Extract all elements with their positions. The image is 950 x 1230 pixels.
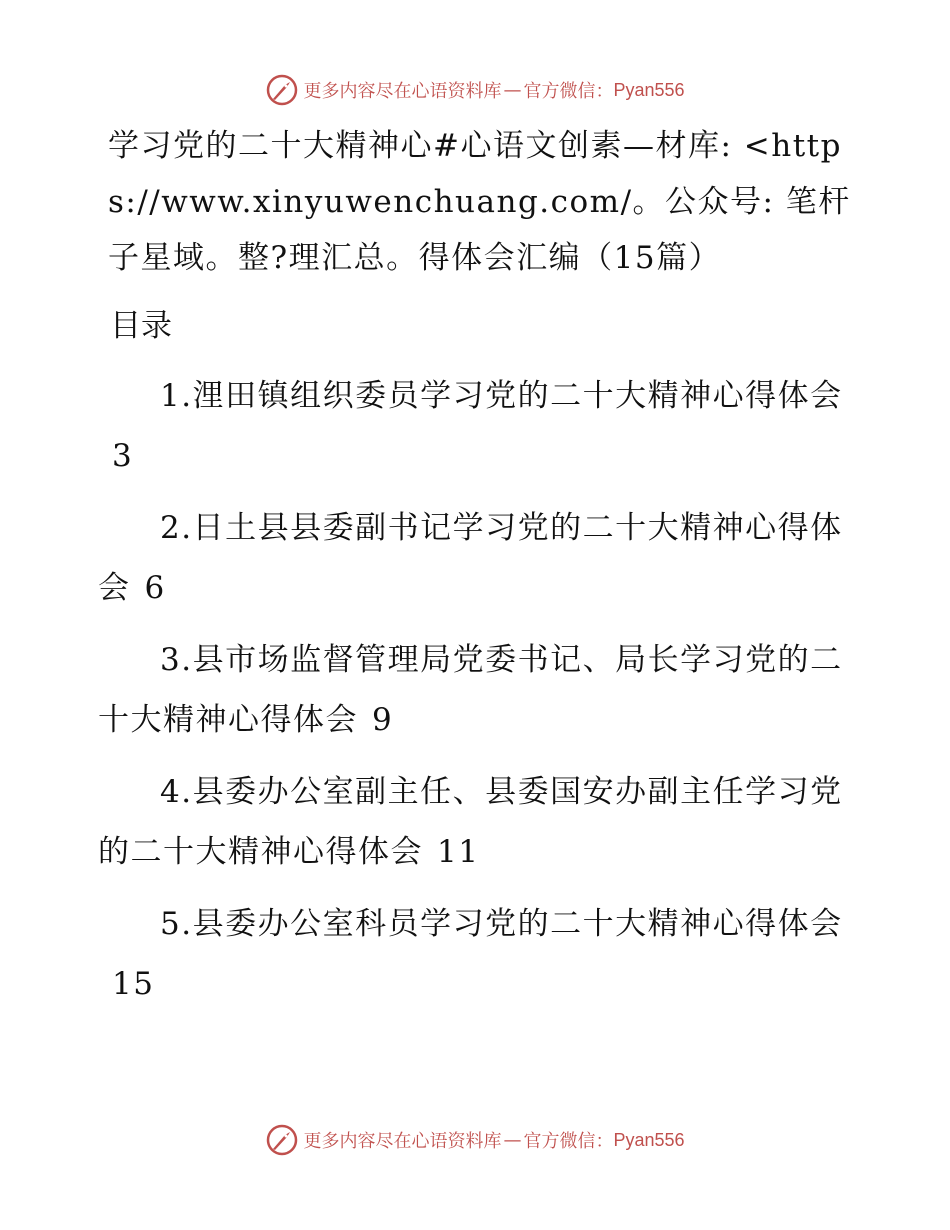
toc-item-page: 6: [144, 570, 166, 606]
toc-item[interactable]: [98, 894, 858, 1014]
watermark-official: 官方微信：: [523, 81, 614, 102]
toc-item[interactable]: [98, 630, 858, 750]
toc-item-label: 4.县委办公室副主任、县委国安办副主任学习党的二十大精神心得体会: [98, 774, 843, 870]
toc-item-page: 15: [112, 966, 155, 1002]
toc-item-page: 11: [437, 834, 480, 870]
toc-item-label: 3.县市场监督管理局党委书记、局长学习党的二十大精神心得体会: [98, 642, 843, 738]
document-title: 学习党的二十大精神心#心语文创素—材库: <https://www.xinyuwenchuang.com/。公众号: 笔杆子星域。整?理汇总。得体会汇编（15篇）: [108, 128, 851, 276]
watermark-wechat-id: Pyan556: [613, 1129, 685, 1150]
toc-item-label: 1.浬田镇组织委员学习党的二十大精神心得体会: [160, 378, 843, 414]
pen-nib-logo-icon: [265, 73, 299, 107]
pen-nib-logo-icon: [265, 1123, 299, 1157]
footer-watermark: [0, 1120, 950, 1160]
watermark-text: 更多内容尽在心语资料库: [303, 81, 502, 102]
toc-item[interactable]: [98, 762, 858, 882]
document-body: [98, 118, 858, 1026]
toc-list: [98, 366, 858, 1014]
toc-item[interactable]: [98, 498, 858, 618]
watermark-text: 更多内容尽在心语资料库: [303, 1131, 502, 1152]
watermark-separator: —: [503, 1129, 522, 1151]
toc-item-label: 2.日土县县委副书记学习党的二十大精神心得体会: [98, 510, 843, 606]
toc-item-label: 5.县委办公室科员学习党的二十大精神心得体会: [160, 906, 843, 942]
toc-heading: 目录: [110, 308, 172, 344]
toc-item-page: 3: [112, 438, 134, 474]
toc-item-page: 9: [372, 702, 394, 738]
watermark-separator: —: [503, 79, 522, 101]
watermark-official: 官方微信：: [523, 1131, 614, 1152]
watermark-wechat-id: Pyan556: [613, 79, 685, 100]
toc-item[interactable]: [98, 366, 858, 486]
header-watermark: [0, 70, 950, 110]
